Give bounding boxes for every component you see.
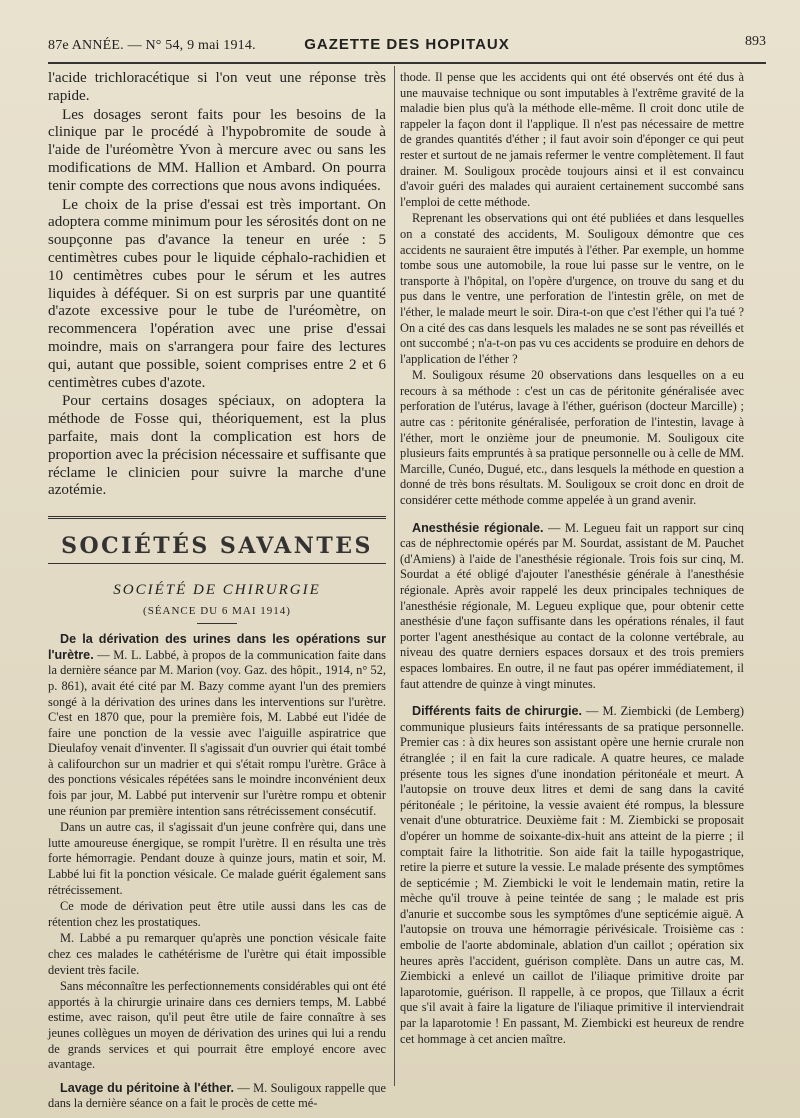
- paragraph: l'acide trichloracétique si l'on veut une réponse très rapide.: [48, 70, 386, 104]
- section-title: SOCIÉTÉS SAVANTES: [61, 533, 373, 560]
- journal-title: GAZETTE DES HOPITAUX: [304, 36, 510, 53]
- header-rule: [48, 62, 766, 64]
- article-faits-chirurgie: [400, 704, 744, 1047]
- short-divider: [197, 623, 237, 624]
- paragraph: M. Souligoux résume 20 observations dans lesquelles on a eu recours à sa méthode : c'est un cas de péritonite généralisée avec perforation de l'utérus, lavage à l'éther, guérison (docteur Marcille) ; autre cas : péritonite généralisée, perforation de l'intestin, lavage à l'éther, mort le onzième jour de pneumonie. M. Souligoux cite plusieurs faits empruntés à sa pratique personnelle ou à celle de MM. Marcille, Cunéo, Dugué, etc., dans lesquels la méthode en question a donné de très bons résultats. M. Souligoux se croit donc en droit de considérer cette méthode comme appelée à un grand avenir.: [400, 368, 744, 508]
- article-heading: Anesthésie régionale.: [412, 520, 544, 535]
- article-heading: Différents faits de chirurgie.: [412, 704, 583, 719]
- paragraph: Les dosages seront faits pour les besoins de la clinique par le procédé à l'hypobromite de soude à l'aide de l'uréomètre Yvon à mercure avec ou sans les modifications de MM. Hallion et Ambard. On pourra tenir compte des corrections que nous avons indiquées.: [48, 106, 386, 194]
- column-divider: [394, 66, 395, 1086]
- section-title-rule: [48, 563, 386, 564]
- session-date: (SÉANCE DU 6 MAI 1914): [143, 605, 291, 618]
- article-body: — M. Ziembicki (de Lemberg) communique plusieurs faits intéressants de sa pratique personnelle. Premier cas : à dix heures son assistant opère une hernie crurale non étranglée ; il en fait la cure radicale. A quatre heures, ce malade présente tous les signes d'une inondation péritonéale et meurt. A l'autopsie on trouve deux litres et demi de sang dans la cavité péritonéale ; le péritoine, la vessie avaient été rompus, la blessure venait d'une obturatrice. Deuxième fait : M. Ziembicki se proposait d'opérer un homme de soixante-dix-huit ans atteint de la pierre ; il comptait faire la lithotritie. Son aide fait la taille hypogastrique, retire la pierre et suture la vessie. Le malade présente des symptômes de septicémie ; M. Ziembicki le voit le lendemain matin, retire la mèche qu'il trouve à peine teintée de sang ; le malade est pris d'anurie et succombe sous les symptômes d'une septicémie aiguë. A l'autopsie on trouva une hémorragie périvésicale. Troisième cas : embolie de l'aorte abdominale, ablation d'un caillot ; opération six heures après l'accident, guérison complète. Dans un autre cas, M. Ziembicki a enlevé un caillot de l'iliaque primitive droite par laparotomie, guérison. Il rappelle, à ce propos, que Tillaux a écrit que s'il avait à faire la ligature de l'iliaque primitive il interviendrait par la laparotomie ! En passant, M. Ziembicki est heureux de rendre cet hommage à cet ancien maître.: [400, 704, 744, 1046]
- paragraph: thode. Il pense que les accidents qui ont été observés ont été dus à une mauvaise technique ou sont imputables à l'extrême gravité de la maladie bien plus qu'à la méthode elle-même. Il croit donc utile de rappeler la façon dont il l'applique. Il n'est pas nécessaire de mettre de grandes quantités d'éther ; il faut avoir soin d'éponger ce qui peut rester et surtout de ne jamais refermer le ventre complètement. Il faut drainer. M. Souligoux procède toujours ainsi et il est convaincu d'avoir guéri des malades qui auraient certainement succombé sans l'emploi de cette méthode.: [400, 70, 744, 209]
- right-column: [400, 70, 744, 1047]
- paragraph: Dans un autre cas, il s'agissait d'un jeune confrère qui, dans une lutte amoureuse énergique, se rompit l'urètre. Il en résulta une très forte hémorragie. Pendant douze à quinze jours, matin et soir, M. Labbé lui fit la ponction vésicale. Ce malade guérit également sans rétrécissement.: [48, 820, 386, 897]
- article-body: — M. Legueu fait un rapport sur cinq cas de néphrectomie opérés par M. Sourdat, assistant de M. Pauchet (d'Amiens) à l'aide de l'anesthésie régionale. Trois fois sur cinq, M. Sourdat a été obligé d'ajouter l'anesthésie générale à l'anesthésie régionale. Après avoir rappelé les deux principales techniques de l'anesthésie régionale, M. Legueu explique que, pour obtenir cette anesthésie d'une façon suffisante dans les opérations rénales, il faut porter l'agent anesthésique au contact de la colonne vertébrale, au niveau des quatre derniers espaces dorsaux et des trois premiers espaces lombaires. En outre, il ne faut pas opérer immédiatement, il faut attendre de quinze à vingt minutes.: [400, 520, 744, 691]
- paragraph: Sans méconnaître les perfectionnements considérables qui ont été apportés à la chirurgie urinaire dans ces derniers temps, M. Labbé estime, avec raison, qu'il peut être utile de faire connaître à ses jeunes collègues un moyen de dérivation des urines qui lui a rendu de grands services et qui pourrait être employé encore avec avantage.: [48, 979, 386, 1072]
- page-number: 893: [745, 34, 766, 49]
- article-body: — M. L. Labbé, à propos de la communication faite dans la dernière séance par M. Marion (voy. Gaz. des hôpit., 1914, n° 52, p. 861), avait été cité par M. Bazy comme ayant l'un des premiers songé à la dérivation des urines dans les interventions sur l'urètre. C'est en 1870 que, pour la première fois, M. Labbé eut l'idée de faire une ponction de la vessie avec l'aiguille aspiratrice que Dieulafoy venait d'inventer. Il s'agissait d'un ouvrier qui était tombé à califourchon sur un madrier et qui s'était rompu l'urètre. Grâce à des ponctions vésicales répétées sans le moindre inconvénient deux fois par jour, M. Labbé put intervenir sur l'urètre rompu et obtenir une réunion par première intention sans rétrécissement consécutif.: [48, 647, 386, 818]
- article-body: — M. Souligoux rappelle que dans la dernière séance on a fait le procès de cette mé-: [48, 1080, 387, 1111]
- society-report-left: [48, 632, 386, 1112]
- paragraph: M. Labbé a pu remarquer qu'après une ponction vésicale faite chez ces malades le cathétérisme de l'urètre qui était impossible devient très facile.: [48, 931, 386, 977]
- society-report-right: [400, 70, 744, 1047]
- paragraph: Pour certains dosages spéciaux, on adoptera la méthode de Fosse qui, théoriquement, est la plus parfaite, mais dont la complication est hors de proportion avec la précision nécessaire et suffisante que réclame le clinicien pour suivre la marche d'une azotémie.: [48, 393, 386, 499]
- society-title: SOCIÉTÉ DE CHIRURGIE: [113, 582, 321, 599]
- article-derivation: [48, 632, 386, 819]
- urea-dosage-text: [48, 70, 386, 500]
- section-divider: [48, 516, 386, 523]
- article-lavage: [48, 1081, 386, 1112]
- page-header: [48, 34, 766, 58]
- paragraph: Reprenant les observations qui ont été publiées et dans lesquelles on a constaté des accidents, M. Souligoux démontre que ces accidents ne sauraient être imputés à l'éther. Par exemple, un homme tombe sous une automobile, la roue lui passe sur le ventre, on le transporte à l'hôpital, on l'opère d'urgence, on trouve du sang et du pus dans le ventre, une perforation de l'intestin grêle, on met de l'éther, le malade meurt le soir. Dira-t-on que c'est l'éther qui l'a tué ? On a cité des cas dans lesquels les malades ne se sont pas réveillés et ont succombé ; n'a-t-on pas vu ces accidents se produire en dehors de l'application de l'éther ?: [400, 211, 744, 366]
- left-column: [48, 70, 386, 1112]
- issue-info: 87e ANNÉE. — N° 54, 9 mai 1914.: [48, 38, 256, 53]
- paragraph: Le choix de la prise d'essai est très important. On adoptera comme minimum pour les sérosités dont on ne soupçonne pas d'avance la teneur en urée : 5 centimètres cubes pour le liquide céphalo-rachidien et 10 centimètres cubes pour le sérum et les autres liquides à déféquer. Si on est surpris par une quantité d'azote excessive pour le tube de l'uréomètre, on recommencera l'opération avec une prise d'essai moindre, mais on s'arrangera pour faire des lectures qui, autant que possible, soient comprises entre 2 et 6 centimètres cubes d'azote.: [48, 196, 386, 391]
- article-heading: De la dérivation des urines dans les opérations sur l'urètre.: [48, 632, 386, 662]
- paragraph: Ce mode de dérivation peut être utile aussi dans les cas de rétention chez les prostatiques.: [48, 899, 386, 929]
- article-heading: Lavage du péritoine à l'éther.: [60, 1080, 235, 1095]
- article-anesthesie: [400, 521, 744, 693]
